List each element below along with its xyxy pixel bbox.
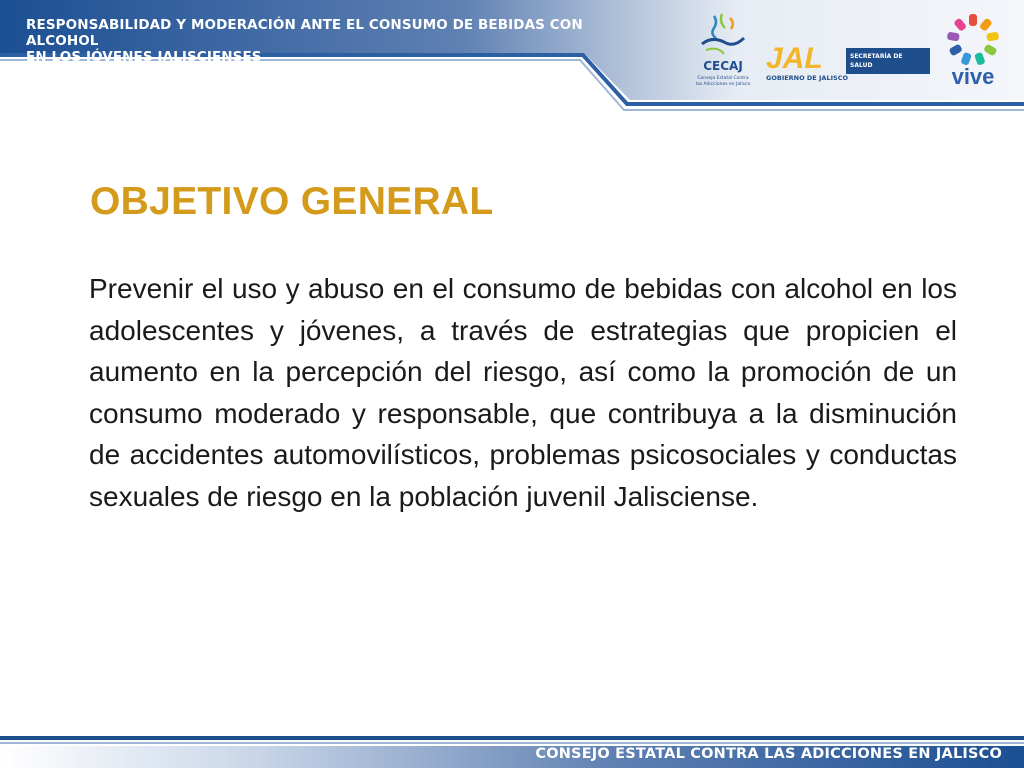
header-banner: [0, 0, 1024, 118]
svg-text:SECRETARÍA DE: SECRETARÍA DE: [850, 53, 903, 60]
footer-banner: [0, 736, 1024, 768]
svg-text:Consejo Estatal Contra: Consejo Estatal Contra: [697, 76, 749, 81]
svg-text:GOBIERNO DE JALISCO: GOBIERNO DE JALISCO: [766, 74, 848, 82]
header-title-line2: EN LOS JÓVENES JALISCIENSES: [26, 49, 262, 65]
jalisco-salud-logo: [762, 40, 932, 86]
objective-paragraph: Prevenir el uso y abuso en el consumo de bebidas con alcohol en los adolescentes y jóvenes, a través de estrategias que propicien el aumento en la percepción del riesgo, así como la promoción de un consumo moderado y responsable, que contribuya a la disminución de accidentes automovilísticos, problemas psicosociales y conductas sexuales de riesgo en la población juvenil Jalisciense.: [89, 273, 957, 512]
header-title-line1: RESPONSABILIDAD Y MODERACIÓN ANTE EL CONSUMO DE BEBIDAS CON ALCOHOL: [26, 17, 583, 49]
vive-logo: [940, 8, 1006, 88]
svg-text:vive: vive: [951, 64, 995, 88]
svg-text:SALUD: SALUD: [850, 62, 873, 69]
cecaj-logo: [692, 10, 754, 90]
svg-text:las Adicciones en Jalisco: las Adicciones en Jalisco: [695, 82, 751, 87]
page-title: OBJETIVO GENERAL: [90, 180, 494, 223]
svg-text:JAL: JAL: [766, 42, 823, 75]
footer-text: CONSEJO ESTATAL CONTRA LAS ADICCIONES EN JALISCO: [535, 746, 1002, 762]
svg-text:CECAJ: CECAJ: [703, 59, 743, 73]
header-title: [26, 17, 606, 65]
